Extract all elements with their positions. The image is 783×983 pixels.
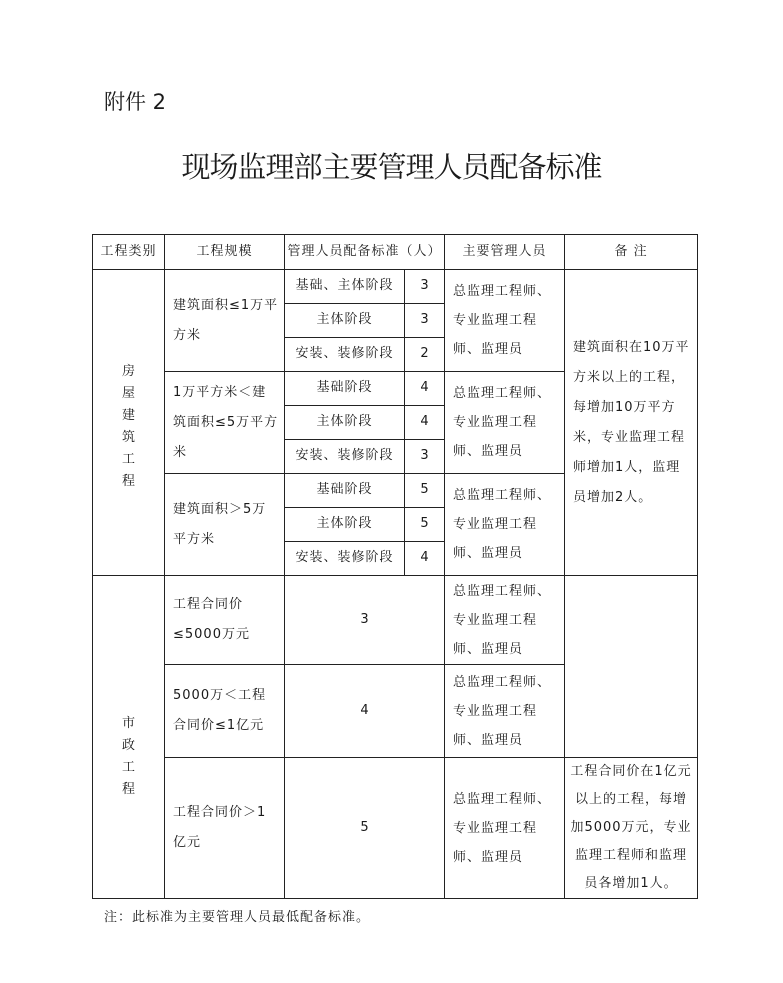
stage-cell: 基础阶段 xyxy=(285,474,405,508)
category-municipal: 市 政 工 程 xyxy=(93,576,165,899)
staff-count: 5 xyxy=(405,508,445,542)
staff-count: 5 xyxy=(405,474,445,508)
staff-count: 3 xyxy=(285,576,445,665)
staff-count: 2 xyxy=(405,338,445,372)
scale-cell: 工程合同价≤5000万元 xyxy=(165,576,285,665)
staff-count: 5 xyxy=(285,758,445,899)
staff-count: 4 xyxy=(405,372,445,406)
header-scale: 工程规模 xyxy=(165,235,285,270)
footnote: 注：此标准为主要管理人员最低配备标准。 xyxy=(104,910,371,925)
stage-cell: 主体阶段 xyxy=(285,304,405,338)
staff-cell: 总监理工程师、专业监理工程师、监理员 xyxy=(445,372,565,474)
staff-cell: 总监理工程师、专业监理工程师、监理员 xyxy=(445,576,565,665)
table-row xyxy=(93,576,698,665)
category-house: 房 屋 建 筑 工 程 xyxy=(93,270,165,576)
scale-cell: 建筑面积＞5万平方米 xyxy=(165,474,285,576)
header-category: 工程类别 xyxy=(93,235,165,270)
stage-cell: 基础阶段 xyxy=(285,372,405,406)
staff-count: 4 xyxy=(285,665,445,758)
table-row xyxy=(93,270,698,304)
stage-cell: 主体阶段 xyxy=(285,406,405,440)
remark-empty xyxy=(565,576,698,758)
header-staff: 主要管理人员 xyxy=(445,235,565,270)
stage-cell: 主体阶段 xyxy=(285,508,405,542)
staff-count: 4 xyxy=(405,542,445,576)
scale-cell: 工程合同价＞1亿元 xyxy=(165,758,285,899)
stage-cell: 安装、装修阶段 xyxy=(285,440,405,474)
stage-cell: 基础、主体阶段 xyxy=(285,270,405,304)
staff-count: 3 xyxy=(405,304,445,338)
table-row xyxy=(93,758,698,899)
scale-cell: 5000万＜工程合同价≤1亿元 xyxy=(165,665,285,758)
staff-count: 3 xyxy=(405,440,445,474)
staff-cell: 总监理工程师、专业监理工程师、监理员 xyxy=(445,474,565,576)
staff-count: 4 xyxy=(405,406,445,440)
municipal-remark: 工程合同价在1亿元以上的工程，每增加5000万元，专业监理工程师和监理员各增加1人。 xyxy=(565,758,698,899)
house-remark: 建筑面积在10万平方米以上的工程，每增加10万平方米，专业监理工程师增加1人，监理员增加2人。 xyxy=(565,270,698,576)
staff-cell: 总监理工程师、专业监理工程师、监理员 xyxy=(445,270,565,372)
table-header-row xyxy=(93,235,698,270)
staff-cell: 总监理工程师、专业监理工程师、监理员 xyxy=(445,665,565,758)
page-title: 现场监理部主要管理人员配备标准 xyxy=(181,150,602,184)
staff-count: 3 xyxy=(405,270,445,304)
scale-cell: 建筑面积≤1万平方米 xyxy=(165,270,285,372)
staffing-standard-table xyxy=(92,234,698,899)
stage-cell: 安装、装修阶段 xyxy=(285,542,405,576)
attachment-label: 附件 2 xyxy=(104,90,167,114)
header-remark: 备 注 xyxy=(565,235,698,270)
stage-cell: 安装、装修阶段 xyxy=(285,338,405,372)
header-staffing: 管理人员配备标准（人） xyxy=(285,235,445,270)
staff-cell: 总监理工程师、专业监理工程师、监理员 xyxy=(445,758,565,899)
scale-cell: 1万平方米＜建筑面积≤5万平方米 xyxy=(165,372,285,474)
